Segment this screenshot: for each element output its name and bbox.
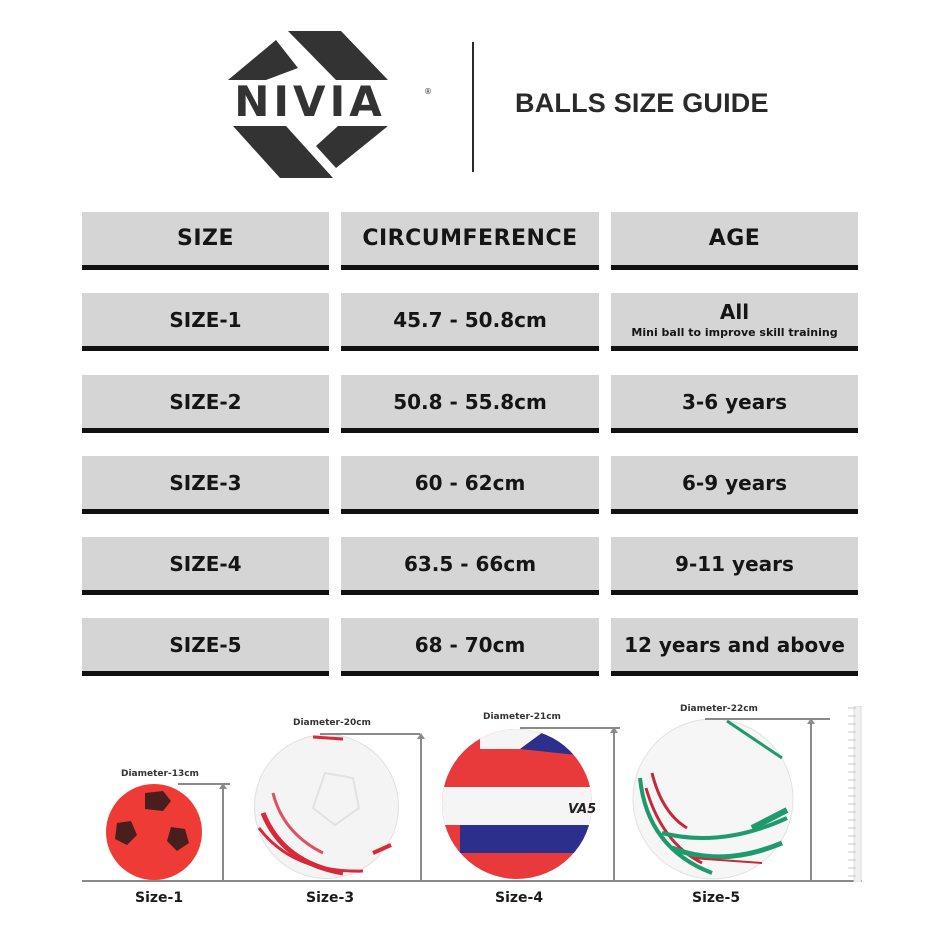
size-4-height-guide [613,729,615,880]
table-cell-age [611,456,858,514]
age-value: 9-11 years [675,551,794,576]
size-5-diameter-label: Diameter-22cm [680,704,758,714]
column-header-label: CIRCUMFERENCE [362,226,578,251]
arrow-up-icon [219,783,227,789]
table-cell-age [611,537,858,595]
age-value: 12 years and above [624,632,845,657]
age-value: All [719,300,750,324]
size-4-label: Size-4 [495,890,544,906]
ruler-icon [840,706,862,882]
table-cell-age [611,375,858,433]
table-cell-circumference [341,375,599,433]
column-header-label: SIZE [176,226,234,251]
column-header-circumference [341,212,599,270]
age-note: Mini ball to improve skill training [631,326,838,339]
size-3-label: Size-3 [306,890,355,906]
circumference-value: 68 - 70cm [414,632,526,657]
table-cell-circumference [341,293,599,351]
size-5-height-guide [810,720,812,880]
size-5-label: Size-5 [692,890,741,906]
column-header-size [82,212,329,270]
arrow-up-icon [417,733,425,739]
table-cell-size [82,375,329,433]
table-cell-size [82,618,329,676]
table-cell-size [82,293,329,351]
table-cell-size [82,456,329,514]
football-icon [632,718,794,880]
size-3-ball-image [253,733,400,880]
size-4-diameter-label: Diameter-21cm [483,712,561,722]
svg-text:NIVIA: NIVIA [234,77,386,126]
size-3-diameter-label: Diameter-20cm [293,718,371,728]
table-cell-circumference [341,456,599,514]
table-cell-size [82,537,329,595]
size-1-label: Size-1 [135,890,184,906]
size-value: SIZE-1 [169,307,242,332]
table-cell-circumference [341,618,599,676]
header-divider [472,42,474,172]
measuring-ruler [840,706,862,882]
table-cell-age [611,293,858,351]
circumference-value: 50.8 - 55.8cm [393,389,547,414]
column-header-age [611,212,858,270]
size-1-height-guide [222,785,224,880]
size-3-height-guide [420,735,422,880]
nivia-logo [188,28,433,183]
age-value: 6-9 years [682,470,787,495]
circumference-value: 60 - 62cm [414,470,526,495]
nivia-logo-mark-icon [188,28,433,183]
mini-football-icon [105,783,203,881]
size-4-ball-image [440,727,595,880]
size-1-diameter-label: Diameter-13cm [121,769,199,779]
size-1-ball-image [105,783,203,881]
size-value: SIZE-4 [169,551,242,576]
circumference-value: 63.5 - 66cm [403,551,537,576]
circumference-value: 45.7 - 50.8cm [393,307,547,332]
arrow-up-icon [610,727,618,733]
size-5-ball-image [632,718,794,880]
size-3-top-guide [320,733,420,735]
page-title: BALLS SIZE GUIDE [515,88,769,118]
column-header-label: AGE [708,226,761,251]
size-value: SIZE-2 [169,389,242,414]
size-value: SIZE-3 [169,470,242,495]
size-value: SIZE-5 [169,632,242,657]
svg-text:VA5: VA5 [568,802,595,817]
age-value: 3-6 years [682,389,787,414]
football-icon [253,733,400,880]
table-cell-age [611,618,858,676]
svg-text:®: ® [424,87,432,96]
table-cell-circumference [341,537,599,595]
volleyball-icon [440,727,595,880]
arrow-up-icon [807,718,815,724]
size-4-top-guide [520,727,620,729]
